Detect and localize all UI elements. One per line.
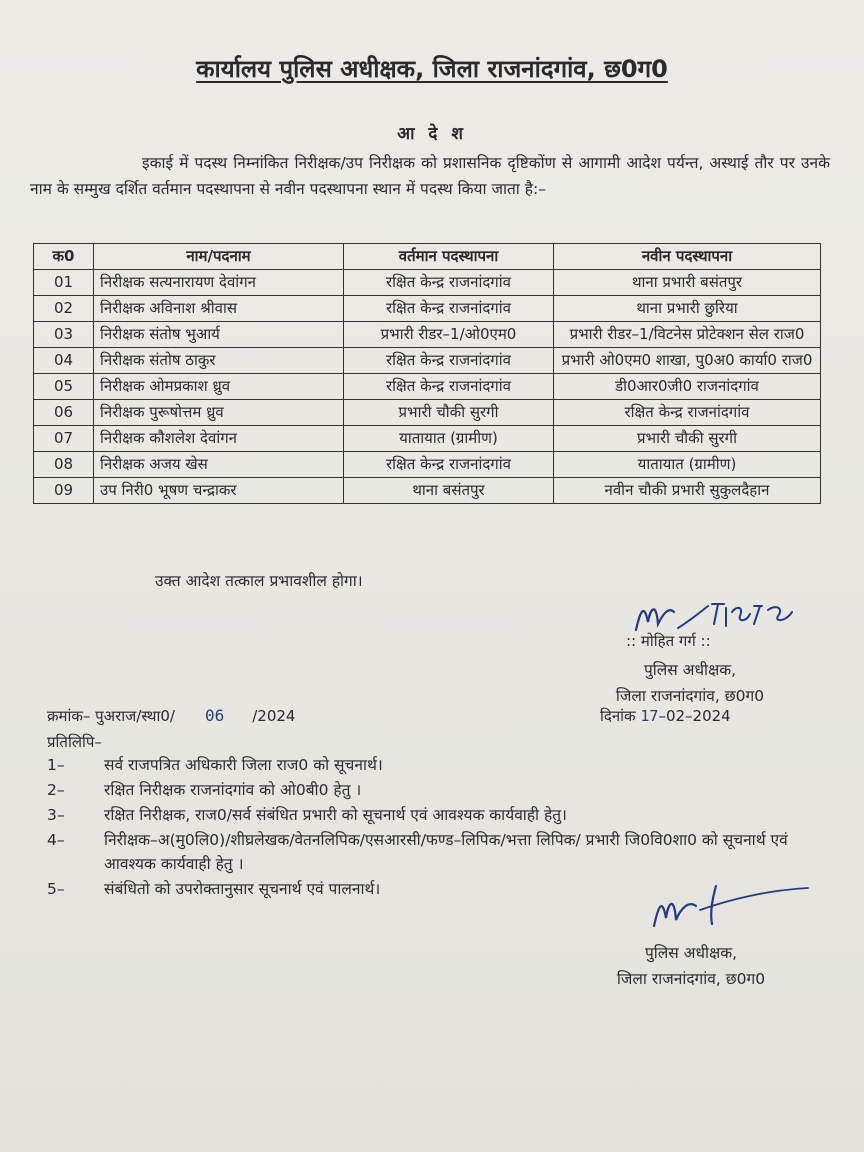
list-item bbox=[47, 828, 817, 876]
serial-cell: 06 bbox=[34, 400, 94, 426]
copy-item-text: सर्व राजपत्रित अधिकारी जिला राज0 को सूचनार्थ। bbox=[104, 756, 383, 774]
date-handwritten-day: 17 bbox=[640, 707, 659, 725]
copy-item-number: 1– bbox=[47, 756, 65, 774]
date-label: दिनांक bbox=[600, 707, 636, 725]
new-posting-cell: डी0आर0जी0 राजनांदगांव bbox=[554, 374, 821, 400]
reference-prefix: क्रमांक– पुअराज/स्था0/ bbox=[47, 707, 175, 725]
table-row bbox=[34, 348, 821, 374]
new-posting-cell: रक्षित केन्द्र राजनांदगांव bbox=[554, 400, 821, 426]
signatory-district: जिला राजनांदगांव, छ0ग0 bbox=[615, 687, 765, 705]
table-row bbox=[34, 374, 821, 400]
table-row bbox=[34, 296, 821, 322]
effective-statement: उक्त आदेश तत्काल प्रभावशील होगा। bbox=[155, 572, 363, 590]
current-posting-cell: रक्षित केन्द्र राजनांदगांव bbox=[344, 374, 554, 400]
serial-cell: 03 bbox=[34, 322, 94, 348]
second-signatory-district: जिला राजनांदगांव, छ0ग0 bbox=[616, 970, 766, 988]
reference-number bbox=[47, 706, 295, 726]
reference-handwritten-number: 06 bbox=[204, 706, 225, 725]
serial-cell: 04 bbox=[34, 348, 94, 374]
second-signatory-designation: पुलिस अधीक्षक, bbox=[644, 944, 738, 962]
col-header-new-posting: नवीन पदस्थापना bbox=[554, 244, 821, 270]
table-row bbox=[34, 400, 821, 426]
col-header-serial: क0 bbox=[34, 244, 94, 270]
copy-item-text: संबंधितो को उपरोक्तानुसार सूचनार्थ एवं पालनार्थ। bbox=[104, 880, 381, 898]
reference-year: /2024 bbox=[252, 707, 296, 725]
copy-item-text: रक्षित निरीक्षक राजनांदगांव को ओ0बी0 हेतु । bbox=[104, 781, 362, 799]
copy-item-text: रक्षित निरीक्षक, राज0/सर्व संबंधित प्रभारी को सूचनार्थ एवं आवश्यक कार्यवाही हेतु। bbox=[104, 806, 567, 824]
serial-cell: 05 bbox=[34, 374, 94, 400]
serial-cell: 09 bbox=[34, 478, 94, 504]
name-cell: निरीक्षक संतोष भुआर्य bbox=[94, 322, 344, 348]
current-posting-cell: रक्षित केन्द्र राजनांदगांव bbox=[344, 348, 554, 374]
serial-cell: 07 bbox=[34, 426, 94, 452]
list-item bbox=[47, 753, 817, 777]
new-posting-cell: थाना प्रभारी छुरिया bbox=[554, 296, 821, 322]
col-header-name: नाम/पदनाम bbox=[94, 244, 344, 270]
current-posting-cell: रक्षित केन्द्र राजनांदगांव bbox=[344, 270, 554, 296]
current-posting-cell: रक्षित केन्द्र राजनांदगांव bbox=[344, 452, 554, 478]
list-item bbox=[47, 803, 817, 827]
current-posting-cell: यातायात (ग्रामीण) bbox=[344, 426, 554, 452]
second-signature-image bbox=[648, 880, 818, 936]
order-date bbox=[600, 706, 731, 726]
order-intro: इकाई में पदस्थ निम्नांकित निरीक्षक/उप निरीक्षक को प्रशासनिक दृष्टिकोंण से आगामी आदेश पर्यन्त, अस्थाई तौर पर उनके नाम के सम्मुख दर्शित वर्तमान पदस्थापना से नवीन पदस्थापना स्थान में पदस्थ किया जाता है:– bbox=[30, 154, 830, 198]
current-posting-cell: प्रभारी रीडर–1/ओ0एम0 bbox=[344, 322, 554, 348]
new-posting-cell: नवीन चौकी प्रभारी सुकुलदैहान bbox=[554, 478, 821, 504]
copy-to-label: प्रतिलिपि– bbox=[47, 733, 102, 751]
serial-cell: 02 bbox=[34, 296, 94, 322]
copy-item-number: 5– bbox=[47, 880, 65, 898]
current-posting-cell: प्रभारी चौकी सुरगी bbox=[344, 400, 554, 426]
copy-item-text: निरीक्षक–अ(मु0लि0)/शीघ्रलेखक/वेतनलिपिक/एसआरसी/फण्ड–लिपिक/भत्ता लिपिक/ प्रभारी जि0वि0शा0 को सूचनार्थ एवं आवश्यक कार्यवाही हेतु । bbox=[104, 831, 788, 873]
table-header-row bbox=[34, 244, 821, 270]
table-row bbox=[34, 322, 821, 348]
date-rest: –02–2024 bbox=[658, 707, 731, 725]
signatory-designation: पुलिस अधीक्षक, bbox=[643, 661, 737, 679]
name-cell: निरीक्षक अजय खेस bbox=[94, 452, 344, 478]
new-posting-cell: प्रभारी ओ0एम0 शाखा, पु0अ0 कार्या0 राज0 bbox=[554, 348, 821, 374]
list-item bbox=[47, 778, 817, 802]
table-row bbox=[34, 426, 821, 452]
name-cell: निरीक्षक अविनाश श्रीवास bbox=[94, 296, 344, 322]
second-signatory-block bbox=[586, 940, 796, 992]
office-heading: कार्यालय पुलिस अधीक्षक, जिला राजनांदगांव, छ0ग0 bbox=[196, 55, 668, 83]
order-title: आ दे श bbox=[397, 124, 467, 144]
new-posting-cell: थाना प्रभारी बसंतपुर bbox=[554, 270, 821, 296]
copy-item-number: 3– bbox=[47, 806, 65, 824]
table-row bbox=[34, 478, 821, 504]
new-posting-cell: प्रभारी रीडर–1/विटनेस प्रोटेक्शन सेल राज0 bbox=[554, 322, 821, 348]
current-posting-cell: थाना बसंतपुर bbox=[344, 478, 554, 504]
copy-item-number: 2– bbox=[47, 781, 65, 799]
name-cell: निरीक्षक ओमप्रकाश ध्रुव bbox=[94, 374, 344, 400]
col-header-current-posting: वर्तमान पदस्थापना bbox=[344, 244, 554, 270]
name-cell: निरीक्षक संतोष ठाकुर bbox=[94, 348, 344, 374]
table-row bbox=[34, 452, 821, 478]
new-posting-cell: यातायात (ग्रामीण) bbox=[554, 452, 821, 478]
serial-cell: 08 bbox=[34, 452, 94, 478]
name-cell: निरीक्षक सत्यनारायण देवांगन bbox=[94, 270, 344, 296]
signatory-name: :: मोहित गर्ग :: bbox=[626, 632, 711, 650]
signatory-block bbox=[590, 657, 790, 709]
transfer-table bbox=[33, 243, 821, 504]
table-row bbox=[34, 270, 821, 296]
serial-cell: 01 bbox=[34, 270, 94, 296]
name-cell: निरीक्षक पुरूषोत्तम ध्रुव bbox=[94, 400, 344, 426]
new-posting-cell: प्रभारी चौकी सुरगी bbox=[554, 426, 821, 452]
name-cell: उप निरी0 भूषण चन्द्राकर bbox=[94, 478, 344, 504]
copy-item-number: 4– bbox=[47, 831, 65, 849]
current-posting-cell: रक्षित केन्द्र राजनांदगांव bbox=[344, 296, 554, 322]
name-cell: निरीक्षक कौशलेश देवांगन bbox=[94, 426, 344, 452]
